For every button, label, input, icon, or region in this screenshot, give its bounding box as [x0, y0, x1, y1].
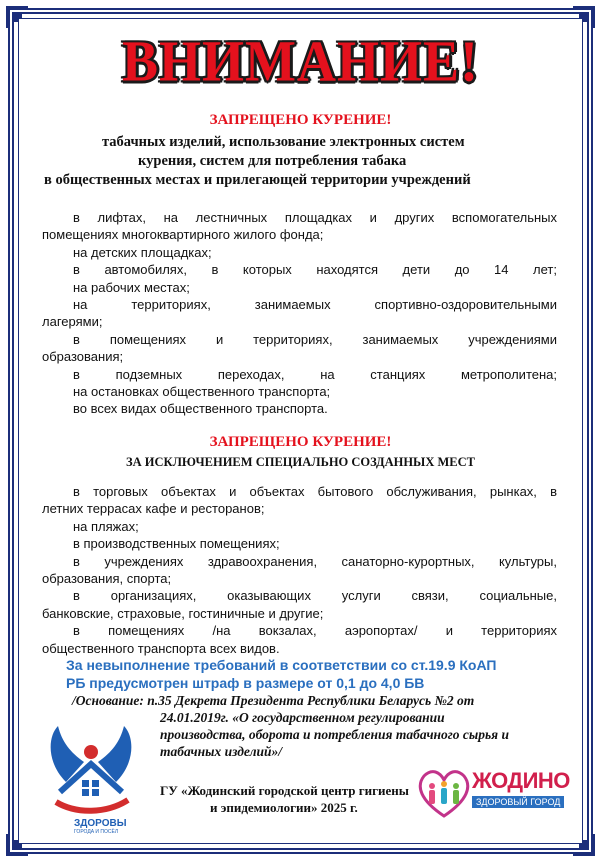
family-heart-icon — [416, 766, 472, 818]
organization — [160, 782, 420, 816]
organization-line: ГУ «Жодинский городской центр гигиены — [160, 783, 409, 798]
list-item: в помещениях и территориях, занимаемых учреждениями — [73, 331, 557, 347]
list-item: на детских площадках; — [73, 244, 212, 260]
section1-list — [42, 209, 557, 418]
section2-list — [42, 483, 557, 657]
section2-subtitle: ЗА ИСКЛЮЧЕНИЕМ СПЕЦИАЛЬНО СОЗДАННЫХ МЕСТ — [126, 455, 475, 469]
list-item: в подземных переходах, на станциях метрополитена; — [73, 366, 557, 382]
list-item: на пляжах; — [73, 518, 139, 534]
basis-line: табачных изделий»/ — [160, 744, 283, 759]
list-item: летних террасах кафе и ресторанов; — [42, 501, 265, 517]
section1-subtitle-line: в общественных местах и прилегающей территории учреждений — [44, 172, 471, 188]
fine-line: За невыполнение требований в соответствии со ст.19.9 КоАП — [66, 657, 497, 673]
fine-notice — [66, 656, 546, 692]
list-item: в учреждениях здравоохранения, санаторно-курортных, культуры, — [73, 553, 557, 569]
logo-left-subtitle: ГОРОДА И ПОСЁЛ — [74, 829, 119, 835]
list-item: в автомобилях, в которых находятся дети до 14 лет; — [73, 262, 557, 278]
list-item: в лифтах, на лестничных площадках и других вспомогательных — [73, 210, 557, 225]
dove-house-icon — [36, 722, 146, 818]
healthy-cities-logo — [36, 722, 146, 835]
list-item: на территориях, занимаемых спортивно-оздоровительными — [73, 297, 557, 313]
organization-line: и эпидемиологии» 2025 г. — [210, 800, 358, 815]
basis-line: 24.01.2019г. «О государственном регулировании — [160, 710, 445, 725]
section1-subtitle-line: курения, систем для потребления табака — [138, 153, 407, 169]
corner-ornament-icon — [4, 832, 30, 858]
corner-ornament-icon — [571, 832, 597, 858]
logo-left-title: ЗДОРОВЫ — [74, 818, 127, 829]
list-item: образования; — [42, 349, 124, 365]
list-item: общественного транспорта всех видов. — [42, 640, 280, 656]
zhodino-logo — [416, 766, 570, 820]
section1-subtitle — [40, 133, 561, 190]
list-item: лагерями; — [42, 314, 103, 330]
fine-line: РБ предусмотрен штраф в размере от 0,1 до 4,0 БВ — [66, 675, 425, 691]
section1-title: ЗАПРЕЩЕНО КУРЕНИЕ! — [209, 112, 392, 128]
corner-ornament-icon — [571, 4, 597, 30]
list-item: в производственных помещениях; — [73, 536, 280, 552]
list-item: помещениях многоквартирного жилого фонда; — [42, 227, 324, 243]
list-item: в организациях, оказывающих услуги связи, социальные, — [73, 588, 557, 604]
list-item: образования, спорта; — [42, 571, 172, 587]
list-item: на остановках общественного транспорта; — [73, 384, 331, 400]
corner-ornament-icon — [4, 4, 30, 30]
logo-right-subtitle: ЗДОРОВЫЙ ГОРОД — [472, 796, 564, 808]
basis-line: /Основание: п.35 Декрета Президента Республики Беларусь №2 от — [72, 693, 475, 708]
list-item: в помещениях /на вокзалах, аэропортах/ и территориях — [73, 623, 557, 639]
basis-line: производства, оборота и потребления табачного сырья и — [160, 727, 509, 742]
list-item: во всех видах общественного транспорта. — [73, 401, 328, 417]
section2-title: ЗАПРЕЩЕНО КУРЕНИЕ! — [209, 434, 392, 450]
logo-right-title: ЖОДИНО — [472, 768, 570, 793]
list-item: в торговых объектах и объектах бытового обслуживания, рынках, в — [73, 484, 557, 499]
section1-subtitle-line: табачных изделий, использование электронных систем — [102, 134, 465, 150]
list-item: банковские, страховые, гостиничные и другие; — [42, 605, 324, 621]
list-item: на рабочих местах; — [73, 279, 190, 295]
headline: ВНИМАНИЕ! — [122, 28, 479, 94]
